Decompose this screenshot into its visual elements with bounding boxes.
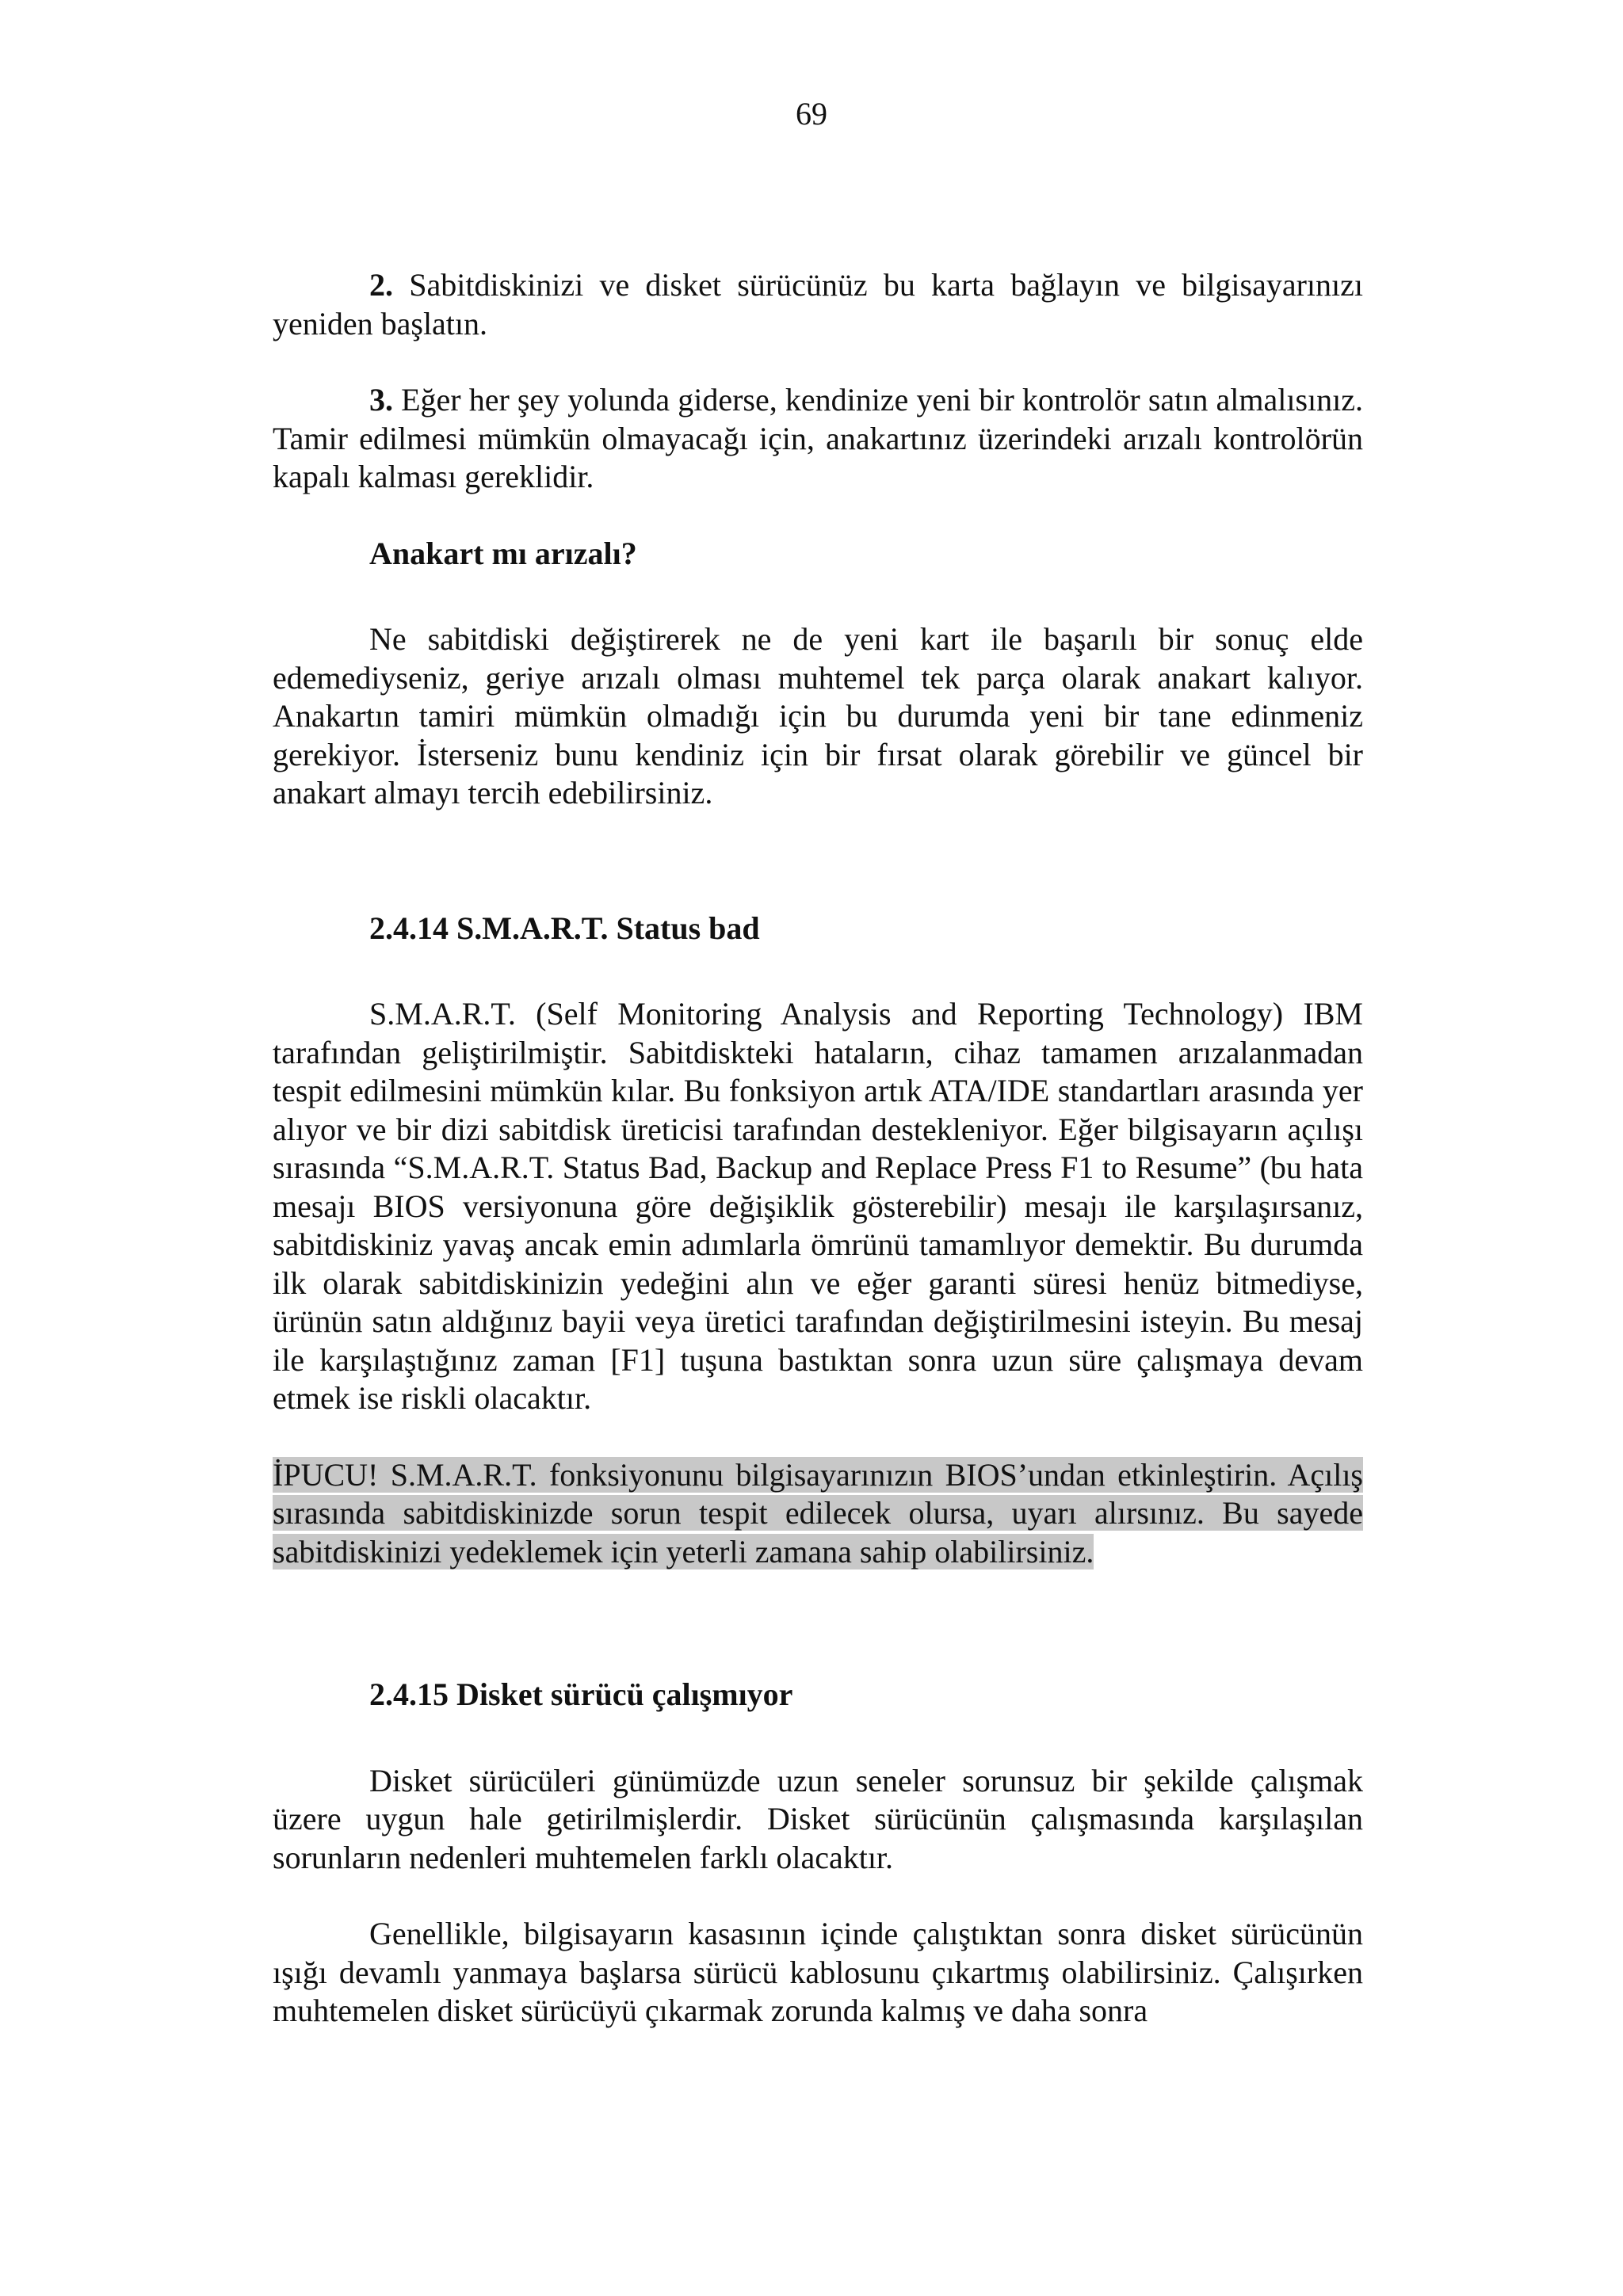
heading-disket: 2.4.15 Disket sürücü çalışmıyor xyxy=(369,1676,793,1712)
page-content xyxy=(273,266,1363,2031)
step-text: Sabitdiskinizi ve disket sürücünüz bu karta bağlayın ve bilgisayarınızı yeniden başlatın. xyxy=(273,267,1363,341)
paragraph-disket-2: Genellikle, bilgisayarın kasasının içinde çalıştıktan sonra disket sürücünün ışığı devamlı yanmaya başlarsa sürücü kablosunu çıkartmış olabilirsiniz. Çalışırken muhtemelen disket sürücüyü çıkarmak zorunda kalmış ve daha sonra xyxy=(273,1916,1363,2028)
step-number: 3. xyxy=(369,382,393,418)
paragraph-anakart: Ne sabitdiski değiştirerek ne de yeni kart ile başarılı bir sonuç elde edemediyseniz, geriye arızalı olması muhtemel tek parça olarak anakart kalıyor. Anakartın tamiri mümkün olmadığı için bu durumda yeni bir tane edinmeniz gerekiyor. İsterseniz bunu kendiniz için bir fırsat olarak görebilir ve güncel bir anakart almayı tercih edebilirsiniz. xyxy=(273,621,1363,810)
heading-smart-status: 2.4.14 S.M.A.R.T. Status bad xyxy=(369,910,760,946)
paragraph-disket-1: Disket sürücüleri günümüzde uzun seneler sorunsuz bir şekilde çalışmak üzere uygun hale getirilmişlerdir. Disket sürücünün çalışmasında karşılaşılan sorunların nedenleri muhtemelen farklı olacaktır. xyxy=(273,1762,1363,1875)
paragraph-step-3 xyxy=(273,381,1363,497)
paragraph-step-2 xyxy=(273,266,1363,343)
paragraph-smart: S.M.A.R.T. (Self Monitoring Analysis and Reporting Technology) IBM tarafından geliştirilmiştir. Sabitdiskteki hataların, cihaz tamamen arızalanmadan tespit edilmesini mümkün kılar. Bu fonksiyon artık ATA/IDE standartları arasında yer alıyor ve bir dizi sabitdisk üreticisi tarafından destekleniyor. Eğer bilgisayarın açılışı sırasında “S.M.A.R.T. Status Bad, Backup and Replace Press F1 to Resume” (bu hata mesajı BIOS versiyonuna göre değişiklik gösterebilir) mesajı ile karşılaşırsanız, sabitdiskiniz yavaş ancak emin adımlarla ömrünü tamamlıyor demektir. Bu durumda ilk olarak sabitdiskinizin yedeğini alın ve eğer garanti süresi henüz bitmediyse, ürünün satın aldığınız bayii veya üretici tarafından değiştirilmesini isteyin. Bu mesaj ile karşılaştığınız zaman [F1] tuşuna bastıktan sonra uzun süre çalışmaya devam etmek ise riskli olacaktır. xyxy=(273,996,1363,1416)
tip-box xyxy=(273,1456,1363,1572)
step-number: 2. xyxy=(369,267,393,303)
heading-anakart: Anakart mı arızalı? xyxy=(369,535,637,571)
step-text: Eğer her şey yolunda giderse, kendinize yeni bir kontrolör satın almalısınız. Tamir edilmesi mümkün olmayacağı için, anakartınız üzerindeki arızalı kontrolörün kapalı kalması gereklidir. xyxy=(273,382,1363,494)
tip-text: İPUCU! S.M.A.R.T. fonksiyonunu bilgisayarınızın BIOS’undan etkinleştirin. Açılış sırasında sabitdiskinizde sorun tespit edilecek olursa, uyarı alırsınız. Bu sayede sabitdiskinizi yedeklemek için yeterli zamana sahip olabilirsiniz. xyxy=(273,1456,1363,1569)
page-number: 69 xyxy=(796,96,827,132)
